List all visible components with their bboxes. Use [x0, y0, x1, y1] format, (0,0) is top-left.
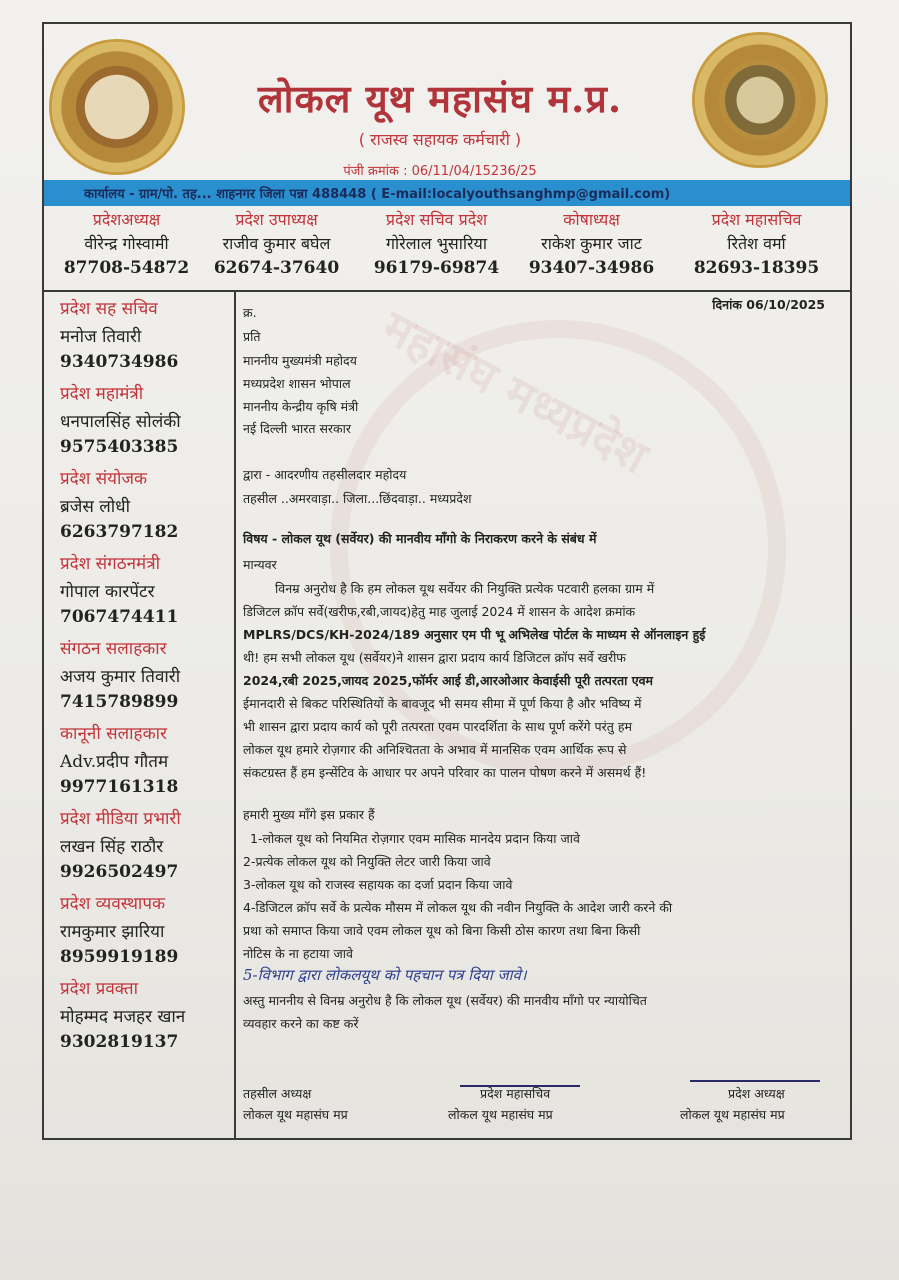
signature-general-secretary [460, 1045, 580, 1087]
addressee-line: माननीय केन्द्रीय कृषि मंत्री [243, 399, 359, 414]
closing-line: अस्तु माननीय से विनम्र अनुरोध है कि लोकल यूथ (सर्वेयर) की मानवीय माँगो पर न्यायोचित [243, 993, 647, 1008]
member-phone: 8959919189 [60, 947, 179, 967]
officer-role: कोषाध्यक्ष [563, 210, 620, 229]
officer-phone: 82693-18395 [693, 258, 820, 278]
sidebar-members [60, 296, 230, 1061]
officer-1 [44, 208, 209, 278]
member-role: संगठन सलाहकार [60, 639, 167, 659]
handwritten-demand: 5-विभाग द्वारा लोकलयूथ को पहचान पत्र दिया जावे। [243, 966, 527, 984]
officer-phone: 87708-54872 [63, 258, 190, 278]
paragraph-line: MPLRS/DCS/KH-2024/189 अनुसार एम पी भू अभिलेख पोर्टल के माध्यम से ऑनलाइन हुई [243, 627, 706, 642]
officer-name: राजीव कुमार बघेल [222, 234, 331, 253]
officer-role: प्रदेश सचिव प्रदेश [385, 210, 488, 229]
officer-phone: 93407-34986 [528, 258, 655, 278]
member-name: मनोज तिवारी [60, 327, 142, 347]
member-role: प्रदेश मीडिया प्रभारी [60, 809, 181, 829]
paragraph-line: ईमानदारी से बिकट परिस्थितियों के बावजूद भी समय सीमा में पूर्ण किया है और भविष्य में [243, 696, 642, 711]
org-subtitle: ( राजस्व सहायक कर्मचारी ) [358, 130, 522, 149]
union-logo-seal [695, 35, 825, 165]
member-name: रामकुमार झारिया [60, 922, 165, 942]
member-name: लखन सिंह राठौर [60, 837, 164, 857]
demand-item: 2-प्रत्येक लोकल यूथ को नियुक्ति लेटर जारी किया जावे [243, 854, 491, 869]
demand-item: 3-लोकल यूथ को राजस्व सहायक का दर्जा प्रदान किया जावे [243, 877, 513, 892]
paragraph-line: 2024,रबी 2025,जायद 2025,फॉर्मर आई डी,आरओआर केवाईसी पूरी तत्परता एवम [243, 673, 654, 688]
member-role: प्रदेश संयोजक [60, 469, 148, 489]
addressee-line: नई दिल्ली भारत सरकार [243, 421, 351, 436]
member-name: गोपाल कारपेंटर [60, 582, 155, 602]
header-divider [44, 290, 850, 292]
member-role: कानूनी सलाहकार [60, 724, 167, 744]
paragraph-line: डिजिटल क्रॉप सर्वे(खरीफ,रबी,जायद)हेतु माह जुलाई 2024 में शासन के आदेश क्रमांक [243, 604, 636, 619]
paragraph-line: भी शासन द्वारा प्रदाय कार्य को पूरी तत्परता एवम पारदर्शिता के साथ पूर्ण करेंगे परंतु हम [243, 719, 632, 734]
paragraph-line: थी! हम सभी लोकल यूथ (सर्वेयर)ने शासन द्वारा प्रदाय कार्य डिजिटल क्रॉप सर्वे खरीफ [243, 650, 626, 665]
member-role: प्रदेश संगठनमंत्री [60, 554, 160, 574]
letter-date: दिनांक 06/10/2025 [712, 297, 825, 312]
office-address: कार्यालय - ग्राम/पो. तह... शाहनगर जिला पन्ना 488448 ( E-mail:localyouthsanghmp@gmail.com) [84, 187, 671, 202]
officer-role: प्रदेशअध्यक्ष [92, 210, 161, 229]
member-phone: 9926502497 [60, 862, 179, 882]
subject-line: विषय - लोकल यूथ (सर्वेयर) की मानवीय माँगो के निराकरण करने के संबंध में [243, 531, 597, 546]
officer-phone: 96179-69874 [373, 258, 500, 278]
registration-number: पंजी क्रमांक : 06/11/04/15236/25 [343, 164, 537, 179]
addressee-line: मध्यप्रदेश शासन भोपाल [243, 376, 351, 391]
officer-role: प्रदेश महासचिव [711, 210, 802, 229]
paragraph-line: लोकल यूथ हमारे रोज़गार की अनिश्चितता के अभाव में मानसिक एवम आर्थिक रूप से [243, 742, 627, 757]
org-title: लोकल यूथ महासंघ म.प्र. [257, 76, 623, 121]
demand-item: 1-लोकल यूथ को नियमित रोज़गार एवम मासिक मानदेय प्रदान किया जावे [250, 831, 580, 846]
officer-role: प्रदेश उपाध्यक्ष [235, 210, 318, 229]
member-phone: 9575403385 [60, 437, 179, 457]
officer-phone: 62674-37640 [213, 258, 340, 278]
demand-item: 4-डिजिटल क्रॉप सर्वे के प्रत्येक मौसम में लोकल यूथ की नवीन नियुक्ति के आदेश जारी करने की [243, 900, 673, 915]
sig-org: लोकल यूथ महासंघ मप्र [243, 1107, 348, 1122]
paragraph-line: संकटग्रस्त हैं हम इन्सेंटिव के आधार पर अपने परिवार का पालन पोषण करने में असमर्थ हैं! [243, 765, 647, 780]
member-phone: 7067474411 [60, 607, 179, 627]
officer-2 [194, 208, 359, 278]
officer-name: रितेश वर्मा [727, 234, 786, 253]
addressee-line: माननीय मुख्यमंत्री महोदय [243, 353, 357, 368]
sig-title: प्रदेश अध्यक्ष [728, 1086, 785, 1101]
member-role: प्रदेश महामंत्री [60, 384, 144, 404]
watermark-text: महासंघ मध्यप्रदेश [373, 299, 657, 485]
member-name: मोहम्मद मजहर खान [60, 1007, 186, 1027]
paragraph-line: विनम्र अनुरोध है कि हम लोकल यूथ सर्वेयर की नियुक्ति प्रत्येक पटवारी हलका ग्राम में [275, 581, 655, 596]
signature-president [690, 1040, 820, 1082]
member-name: ब्रजेस लोधी [60, 497, 131, 517]
member-phone: 9302819137 [60, 1032, 179, 1052]
tehsil-line: तहसील ..अमरवाड़ा.. जिला...छिंदवाड़ा.. मध्यप्रदेश [243, 491, 472, 506]
officer-name: राकेश कुमार जाट [541, 234, 642, 253]
office-address-bar [44, 180, 850, 206]
officer-4 [509, 208, 674, 278]
salutation: मान्यवर [243, 557, 277, 572]
member-phone: 6263797182 [60, 522, 179, 542]
demands-intro: हमारी मुख्य माँगे इस प्रकार हैं [243, 807, 375, 822]
reference-number: क्र. [243, 305, 257, 320]
via-line: द्वारा - आदरणीय तहसीलदार महोदय [243, 467, 407, 482]
sig-title: प्रदेश महासचिव [480, 1086, 551, 1101]
officer-name: गोरेलाल भुसारिया [386, 234, 487, 253]
demand-item: प्रथा को समाप्त किया जावे एवम लोकल यूथ को बिना किसी ठोस कारण तथा बिना किसी [243, 923, 641, 938]
member-phone: 9340734986 [60, 352, 179, 372]
member-role: प्रदेश सह सचिव [60, 299, 158, 319]
member-role: प्रदेश प्रवक्ता [60, 979, 138, 999]
officers-row [44, 208, 850, 288]
to-label: प्रति [243, 329, 261, 344]
officer-5 [674, 208, 839, 278]
sidebar-divider [234, 291, 236, 1138]
member-name: अजय कुमार तिवारी [60, 667, 181, 687]
sig-org: लोकल यूथ महासंघ मप्र [448, 1107, 553, 1122]
officer-3 [354, 208, 519, 278]
demand-item: नोटिस के ना हटाया जावे [243, 946, 353, 961]
officer-name: वीरेन्द्र गोस्वामी [84, 234, 169, 253]
govt-emblem-seal [52, 42, 182, 172]
sig-org: लोकल यूथ महासंघ मप्र [680, 1107, 785, 1122]
closing-line: व्यवहार करने का कष्ट करें [243, 1016, 359, 1031]
member-name: धनपालसिंह सोलंकी [60, 412, 181, 432]
member-phone: 9977161318 [60, 777, 179, 797]
sig-title: तहसील अध्यक्ष [243, 1086, 312, 1101]
member-phone: 7415789899 [60, 692, 179, 712]
member-name: Adv.प्रदीप गौतम [60, 752, 169, 772]
member-role: प्रदेश व्यवस्थापक [60, 894, 166, 914]
